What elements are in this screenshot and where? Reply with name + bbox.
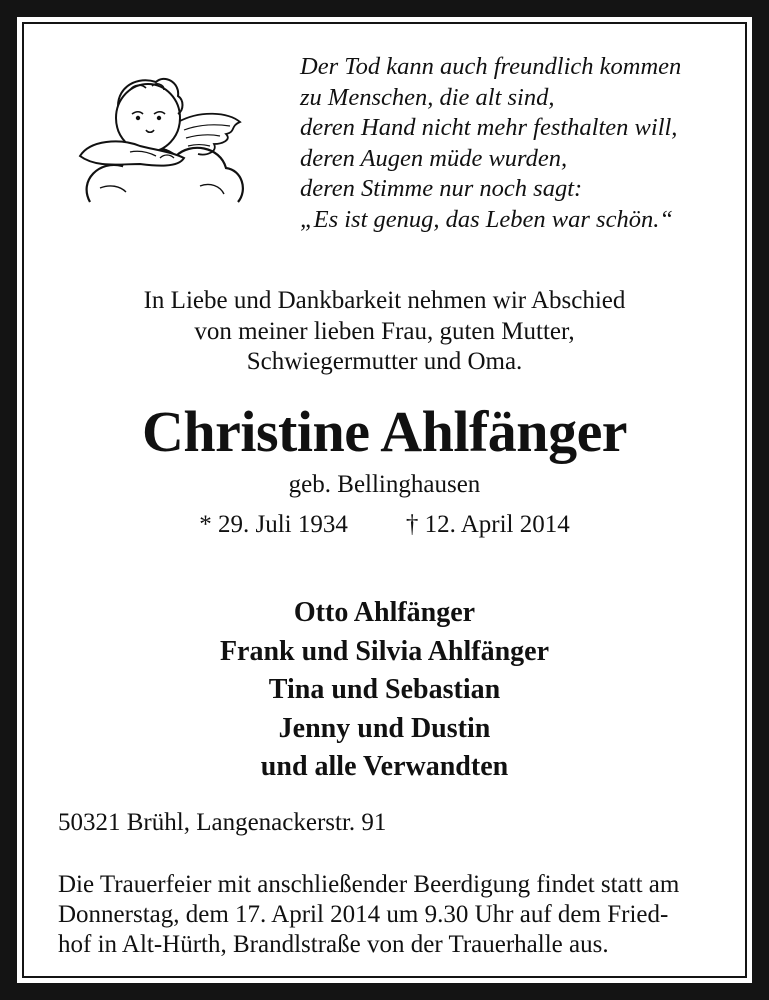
poem-line: Der Tod kann auch freundlich kommen xyxy=(300,53,682,80)
poem-line: deren Stimme nur noch sagt: xyxy=(300,175,583,202)
deceased-name: Christine Ahlfänger xyxy=(141,399,628,464)
death-date: † 12. April 2014 xyxy=(405,511,570,538)
birth-date: * 29. Juli 1934 xyxy=(199,511,348,538)
poem-line: „Es ist genug, das Leben war schön.“ xyxy=(300,205,673,233)
poem-line: deren Augen müde wurden, xyxy=(300,144,568,172)
mourner-line: Frank und Silvia Ahlfänger xyxy=(219,635,550,667)
maiden-name: geb. Bellinghausen xyxy=(288,471,481,498)
mourner-line: Otto Ahlfänger xyxy=(293,597,476,628)
poem-line: zu Menschen, die alt sind, xyxy=(300,83,555,111)
intro-line: In Liebe und Dankbarkeit nehmen wir Abschied xyxy=(143,287,626,314)
intro-line: von meiner lieben Frau, guten Mutter, xyxy=(194,317,575,345)
service-line: Donnerstag, dem 17. April 2014 um 9.30 Uhr auf dem Fried- xyxy=(58,901,669,928)
mourner-line: und alle Verwandten xyxy=(260,751,509,782)
address: 50321 Brühl, Langenackerstr. 91 xyxy=(58,809,387,836)
service-line: hof in Alt-Hürth, Brandlstraße von der Trauerhalle aus. xyxy=(58,931,609,958)
life-dates xyxy=(0,510,769,540)
service-info xyxy=(58,870,728,960)
mourners-list xyxy=(0,594,769,787)
mourner-line: Jenny und Dustin xyxy=(278,712,491,744)
poem-line: deren Hand nicht mehr festhalten will, xyxy=(300,114,678,141)
service-line: Die Trauerfeier mit anschließender Beerdigung findet statt am xyxy=(58,871,680,898)
intro-line: Schwiegermutter und Oma. xyxy=(246,348,523,375)
angel-on-cloud-icon xyxy=(60,60,250,210)
mourner-line: Tina und Sebastian xyxy=(268,674,501,705)
poem xyxy=(300,52,740,235)
intro-text xyxy=(0,286,769,378)
